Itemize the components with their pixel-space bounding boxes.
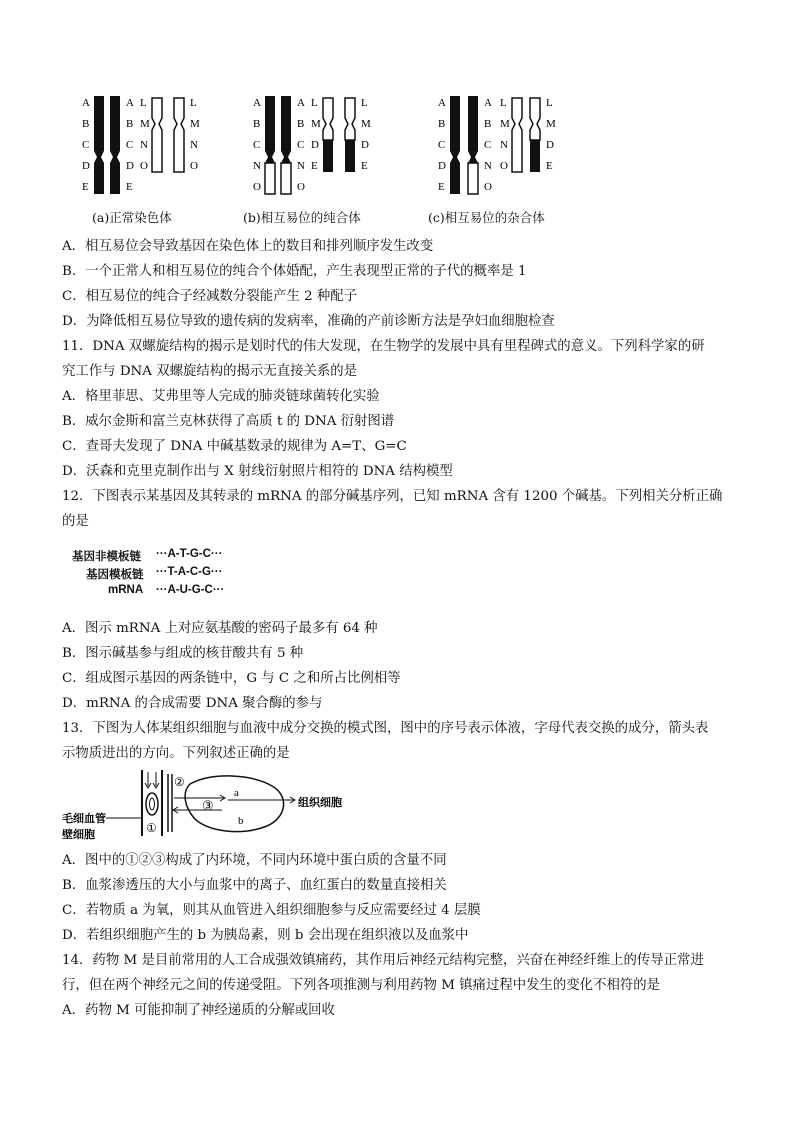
- svg-text:A: A: [484, 97, 492, 109]
- svg-text:E: E: [361, 160, 368, 172]
- row3-seq: ···A-U-G-C···: [156, 584, 225, 596]
- sequence-figure: [66, 548, 266, 604]
- svg-text:B: B: [297, 118, 305, 130]
- q11-option-d: D．沃森和克里克制作出与 X 射线衍射照片相符的 DNA 结构模型: [62, 464, 453, 479]
- svg-text:O: O: [140, 160, 148, 172]
- row2-label: 基因模板链: [86, 569, 144, 581]
- svg-text:C: C: [297, 139, 305, 151]
- row1-label: 基因非模板链: [72, 551, 141, 563]
- svg-text:O: O: [253, 181, 261, 193]
- svg-text:M: M: [546, 118, 556, 130]
- label-tissue: 组织细胞: [298, 797, 342, 809]
- svg-text:N: N: [484, 160, 492, 172]
- svg-text:B: B: [484, 118, 492, 130]
- svg-text:D: D: [546, 139, 554, 151]
- svg-text:L: L: [361, 97, 368, 109]
- q13-stem-2: 示物质进出的方向。下列叙述正确的是: [62, 746, 290, 761]
- q10-option-b: B．一个正常人和相互易位的纯合个体婚配，产生表现型正常的子代的概率是 1: [62, 264, 527, 279]
- label-n2: ②: [174, 775, 185, 789]
- svg-text:L: L: [500, 97, 507, 109]
- svg-text:N: N: [140, 139, 148, 151]
- q12-option-b: B．图示碱基参与组成的核苷酸共有 5 种: [62, 646, 304, 661]
- q14-option-a: A．药物 M 可能抑制了神经递质的分解或回收: [62, 1003, 335, 1018]
- tissue-cell: [185, 776, 284, 832]
- svg-text:A: A: [126, 97, 134, 109]
- svg-text:E: E: [311, 160, 318, 172]
- svg-text:C: C: [126, 139, 134, 151]
- label-capillary-1: 毛细血管: [62, 813, 106, 825]
- letter-e: E: [82, 181, 89, 193]
- svg-text:D: D: [126, 160, 134, 172]
- svg-text:D: D: [311, 139, 319, 151]
- svg-text:B: B: [438, 118, 446, 130]
- svg-text:E: E: [126, 181, 133, 193]
- q14-stem-1: 14．药物 M 是目前常用的人工合成强效镇痛药，其作用后神经元结构完整，兴奋在神经纤维上的传导正常进: [62, 953, 704, 968]
- label-n3: ③: [202, 798, 214, 813]
- svg-text:M: M: [190, 118, 200, 130]
- label-n1: ①: [146, 821, 157, 835]
- caption-b: (b)相互易位的纯合体: [243, 210, 361, 225]
- svg-text:N: N: [500, 139, 508, 151]
- svg-text:L: L: [190, 97, 197, 109]
- svg-text:N: N: [297, 160, 305, 172]
- q12-stem-1: 12．下图表示某基因及其转录的 mRNA 的部分碱基序列，已知 mRNA 含有 1200 个碱基。下列相关分析正确: [62, 489, 723, 504]
- q13-option-b: B．血浆渗透压的大小与血浆中的离子、血红蛋白的数量直接相关: [62, 878, 447, 893]
- svg-text:A: A: [438, 97, 446, 109]
- q12-option-c: C．组成图示基因的两条链中，G 与 C 之和所占比例相等: [62, 671, 401, 686]
- chromosome-black-2: [110, 96, 120, 194]
- row1-seq: ···A-T-G-C···: [156, 548, 223, 560]
- figure-a: [82, 96, 200, 194]
- svg-text:O: O: [500, 160, 508, 172]
- letter-b: B: [82, 118, 90, 130]
- q13-stem-1: 13．下图为人体某组织细胞与血液中成分交换的模式图，图中的序号表示体液，字母代表交换的成分，箭头表: [62, 721, 709, 736]
- letter-c: C: [82, 139, 90, 151]
- chromosome-black-1: [94, 96, 104, 194]
- q12-option-a: A．图示 mRNA 上对应氨基酸的密码子最多有 64 种: [62, 621, 378, 636]
- chromosome-white-1: [152, 98, 162, 172]
- svg-text:L: L: [140, 97, 147, 109]
- svg-text:N: N: [190, 139, 198, 151]
- q12-stem-2: 的是: [62, 514, 89, 529]
- q10-option-a: A．相互易位会导致基因在染色体上的数目和排列顺序发生改变: [62, 239, 434, 254]
- svg-text:O: O: [297, 181, 305, 193]
- label-b: b: [238, 815, 244, 827]
- svg-text:M: M: [140, 118, 150, 130]
- svg-text:M: M: [311, 118, 321, 130]
- figure-b: [253, 96, 371, 194]
- label-a: a: [234, 787, 239, 799]
- q11-option-a: A．格里菲思、艾弗里等人完成的肺炎链球菌转化实验: [62, 389, 380, 404]
- svg-text:L: L: [311, 97, 318, 109]
- label-capillary-2: 壁细胞: [62, 829, 95, 841]
- q14-stem-2: 行，但在两个神经元之间的传递受阻。下列各项推测与利用药物 M 镇痛过程中发生的变化不相符的是: [62, 978, 661, 993]
- svg-text:C: C: [253, 139, 261, 151]
- row2-seq: ···T-A-C-G···: [156, 566, 223, 578]
- svg-text:M: M: [500, 118, 510, 130]
- chromosome-white-2: [174, 98, 184, 172]
- caption-c: (c)相互易位的杂合体: [428, 210, 545, 225]
- svg-text:C: C: [438, 139, 446, 151]
- row3-label: mRNA: [108, 584, 144, 596]
- q11-stem-1: 11．DNA 双螺旋结构的揭示是划时代的伟大发现，在生物学的发展中具有里程碑式的意义。下列科学家的研: [62, 339, 705, 354]
- svg-text:E: E: [546, 160, 553, 172]
- q12-option-d: D．mRNA 的合成需要 DNA 聚合酶的参与: [62, 696, 323, 711]
- figure-c: [438, 96, 556, 194]
- svg-text:M: M: [361, 118, 371, 130]
- q11-option-b: B．威尔金斯和富兰克林获得了高质 t 的 DNA 衍射图谱: [62, 414, 395, 429]
- caption-a: (a)正常染色体: [92, 210, 172, 225]
- q10-option-c: C．相互易位的纯合子经减数分裂能产生 2 种配子: [62, 289, 358, 304]
- svg-text:B: B: [253, 118, 261, 130]
- q11-option-c: C．查哥夫发现了 DNA 中碱基数录的规律为 A=T、G=C: [62, 439, 407, 454]
- svg-text:E: E: [438, 181, 445, 193]
- svg-text:D: D: [361, 139, 369, 151]
- svg-text:O: O: [190, 160, 198, 172]
- letter-a: A: [82, 97, 90, 109]
- chromosome-figure: [70, 90, 590, 200]
- svg-text:A: A: [253, 97, 261, 109]
- svg-text:N: N: [253, 160, 261, 172]
- q13-option-c: C．若物质 a 为氧，则其从血管进入组织细胞参与反应需要经过 4 层膜: [62, 903, 481, 918]
- capillary-figure: [62, 766, 382, 844]
- svg-text:O: O: [484, 181, 492, 193]
- letter-d: D: [82, 160, 90, 172]
- svg-text:A: A: [297, 97, 305, 109]
- svg-text:B: B: [126, 118, 134, 130]
- q11-stem-2: 究工作与 DNA 双螺旋结构的揭示无直接关系的是: [62, 364, 358, 379]
- svg-text:L: L: [546, 97, 553, 109]
- svg-text:C: C: [484, 139, 492, 151]
- q13-option-d: D．若组织细胞产生的 b 为胰岛素，则 b 会出现在组织液以及血浆中: [62, 928, 469, 943]
- q13-option-a: A．图中的①②③构成了内环境，不同内环境中蛋白质的含量不同: [62, 853, 447, 868]
- svg-text:D: D: [438, 160, 446, 172]
- q10-option-d: D．为降低相互易位导致的遗传病的发病率，准确的产前诊断方法是孕妇血细胞检查: [62, 314, 555, 329]
